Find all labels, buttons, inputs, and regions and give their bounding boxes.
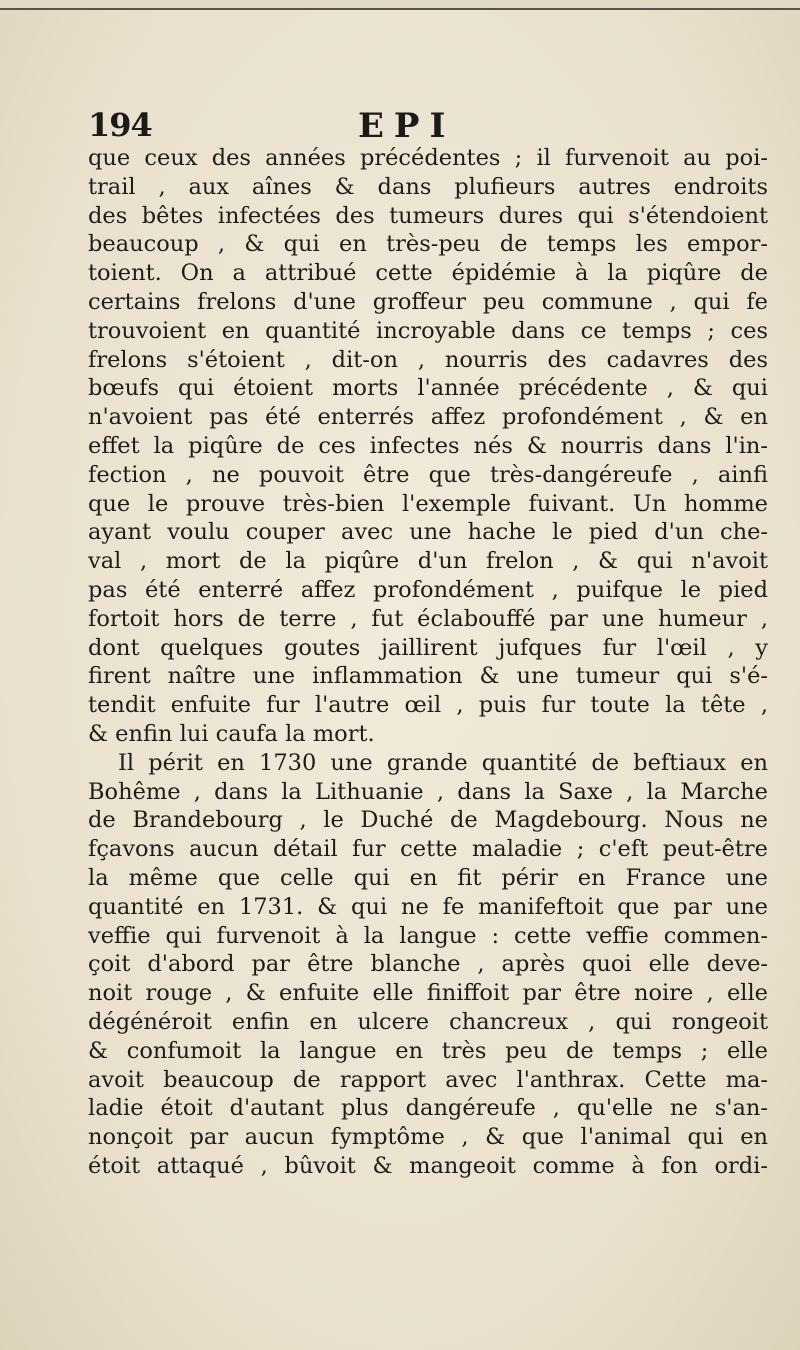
text-line: fçavons aucun détail fur cette maladie ; c'eft peut-être [88,836,768,863]
text-line: trail , aux aînes & dans plufieurs autres endroits [88,173,768,200]
text-line: trouvoient en quantité incroyable dans ce temps ; ces [88,317,768,344]
text-line: certains frelons d'une groffeur peu commune , qui fe [88,288,768,315]
text-line: n'avoient pas été enterrés affez profondément , & en [88,404,768,431]
text-line: avoit beaucoup de rapport avec l'anthrax. Cette ma- [88,1066,768,1093]
text-line: veffie qui furvenoit à la langue : cette veffie commen- [88,922,768,949]
section-title: EPI [358,106,456,146]
text-line: que ceux des années précédentes ; il furvenoit au poi- [88,145,768,171]
text-line: dégénéroit enfin en ulcere chancreux , qui rongeoit [88,1008,768,1035]
text-line: la même que celle qui en fit périr en France une [88,864,768,891]
text-line: fortoit hors de terre , fut éclabouffé par une humeur , [88,605,768,632]
text-line: & enfin lui caufa la mort. [88,720,375,747]
text-line: dont quelques goutes jaillirent jufques fur l'œil , y [88,634,768,661]
text-line: ayant voulu couper avec une hache le pied d'un che- [88,519,768,546]
text-line: que le prouve très-bien l'exemple fuivant. Un homme [88,490,768,517]
body-text [88,144,768,1181]
page-number: 194 [88,106,152,144]
text-line: toient. On a attribué cette épidémie à la piqûre de [88,260,768,287]
text-line: çoit d'abord par être blanche , après quoi elle deve- [88,951,768,978]
paragraph-start-line: Il périt en 1730 une grande quantité de beftiaux en [118,749,768,776]
text-line: frelons s'étoient , dit-on , nourris des cadavres des [88,346,768,373]
text-line: & confumoit la langue en très peu de temps ; elle [88,1037,768,1064]
text-line: de Brandebourg , le Duché de Magdebourg. Nous ne [88,807,768,834]
text-line: pas été enterré affez profondément , puifque le pied [88,576,768,603]
text-line: firent naître une inflammation & une tumeur qui s'é- [88,663,768,690]
text-line: nonçoit par aucun fymptôme , & que l'animal qui en [88,1124,768,1151]
text-line: bœufs qui étoient morts l'année précédente , & qui [88,375,768,402]
page-top-edge [0,0,800,10]
text-line: des bêtes infectées des tumeurs dures qui s'étendoient [88,202,768,229]
text-line: effet la piqûre de ces infectes nés & nourris dans l'in- [88,432,768,459]
text-line: fection , ne pouvoit être que très-dangéreufe , ainfi [88,461,768,488]
text-line: quantité en 1731. & qui ne fe manifeftoit que par une [88,893,768,920]
text-line: étoit attaqué , bûvoit & mangeoit comme à fon ordi- [88,1152,768,1179]
text-line: noit rouge , & enfuite elle finiffoit par être noire , elle [88,980,768,1007]
text-line: val , mort de la piqûre d'un frelon , & qui n'avoit [88,548,768,575]
text-line: Bohême , dans la Lithuanie , dans la Saxe , la Marche [88,778,768,805]
text-line: tendit enfuite fur l'autre œil , puis fur toute la tête , [88,692,768,719]
text-line: ladie étoit d'autant plus dangéreufe , qu'elle ne s'an- [88,1095,768,1122]
text-line: beaucoup , & qui en très-peu de temps les empor- [88,231,768,258]
